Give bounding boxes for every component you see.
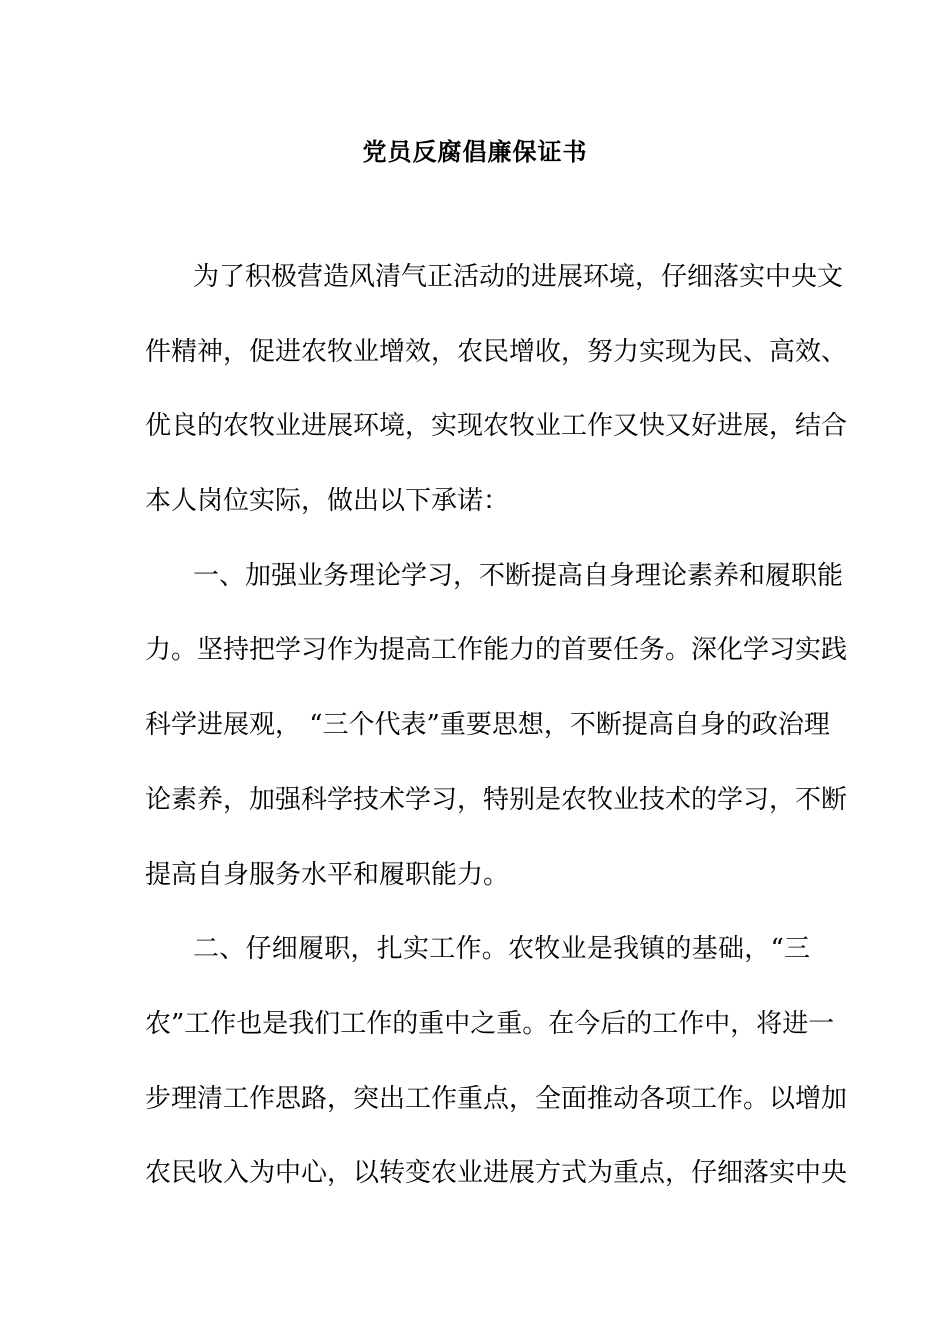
paragraph-1-line-3: 优良的农牧业进展环境，实现农牧业工作又快又好进展，结合 — [145, 411, 848, 441]
paragraph-3-line-2: 农”工作也是我们工作的重中之重。在今后的工作中，将进一 — [145, 1009, 835, 1039]
paragraph-1-line-1: 为了积极营造风清气正活动的进展环境，仔细落实中央文 — [193, 262, 844, 292]
paragraph-2-line-3: 科学进展观， “三个代表”重要思想，不断提高自身的政治理 — [145, 710, 830, 740]
paragraph-2-line-2: 力。坚持把学习作为提高工作能力的首要任务。深化学习实践 — [145, 635, 848, 665]
paragraph-1-line-4: 本人岗位实际，做出以下承诺： — [145, 486, 510, 516]
document-title: 党员反腐倡廉保证书 — [362, 138, 588, 166]
paragraph-3-line-1: 二、仔细履职，扎实工作。农牧业是我镇的基础，“三 — [193, 934, 810, 964]
paragraph-1-line-2: 件精神，促进农牧业增效，农民增收，努力实现为民、高效、 — [145, 337, 848, 367]
paragraph-2-line-5: 提高自身服务水平和履职能力。 — [145, 860, 510, 890]
paragraph-2-line-1: 一、加强业务理论学习，不断提高自身理论素养和履职能 — [193, 561, 844, 591]
paragraph-3-line-4: 农民收入为中心，以转变农业进展方式为重点，仔细落实中央 — [145, 1158, 848, 1188]
paragraph-3-line-3: 步理清工作思路，突出工作重点，全面推动各项工作。以增加 — [145, 1084, 848, 1114]
paragraph-2-line-4: 论素养，加强科学技术学习，特别是农牧业技术的学习，不断 — [145, 785, 848, 815]
